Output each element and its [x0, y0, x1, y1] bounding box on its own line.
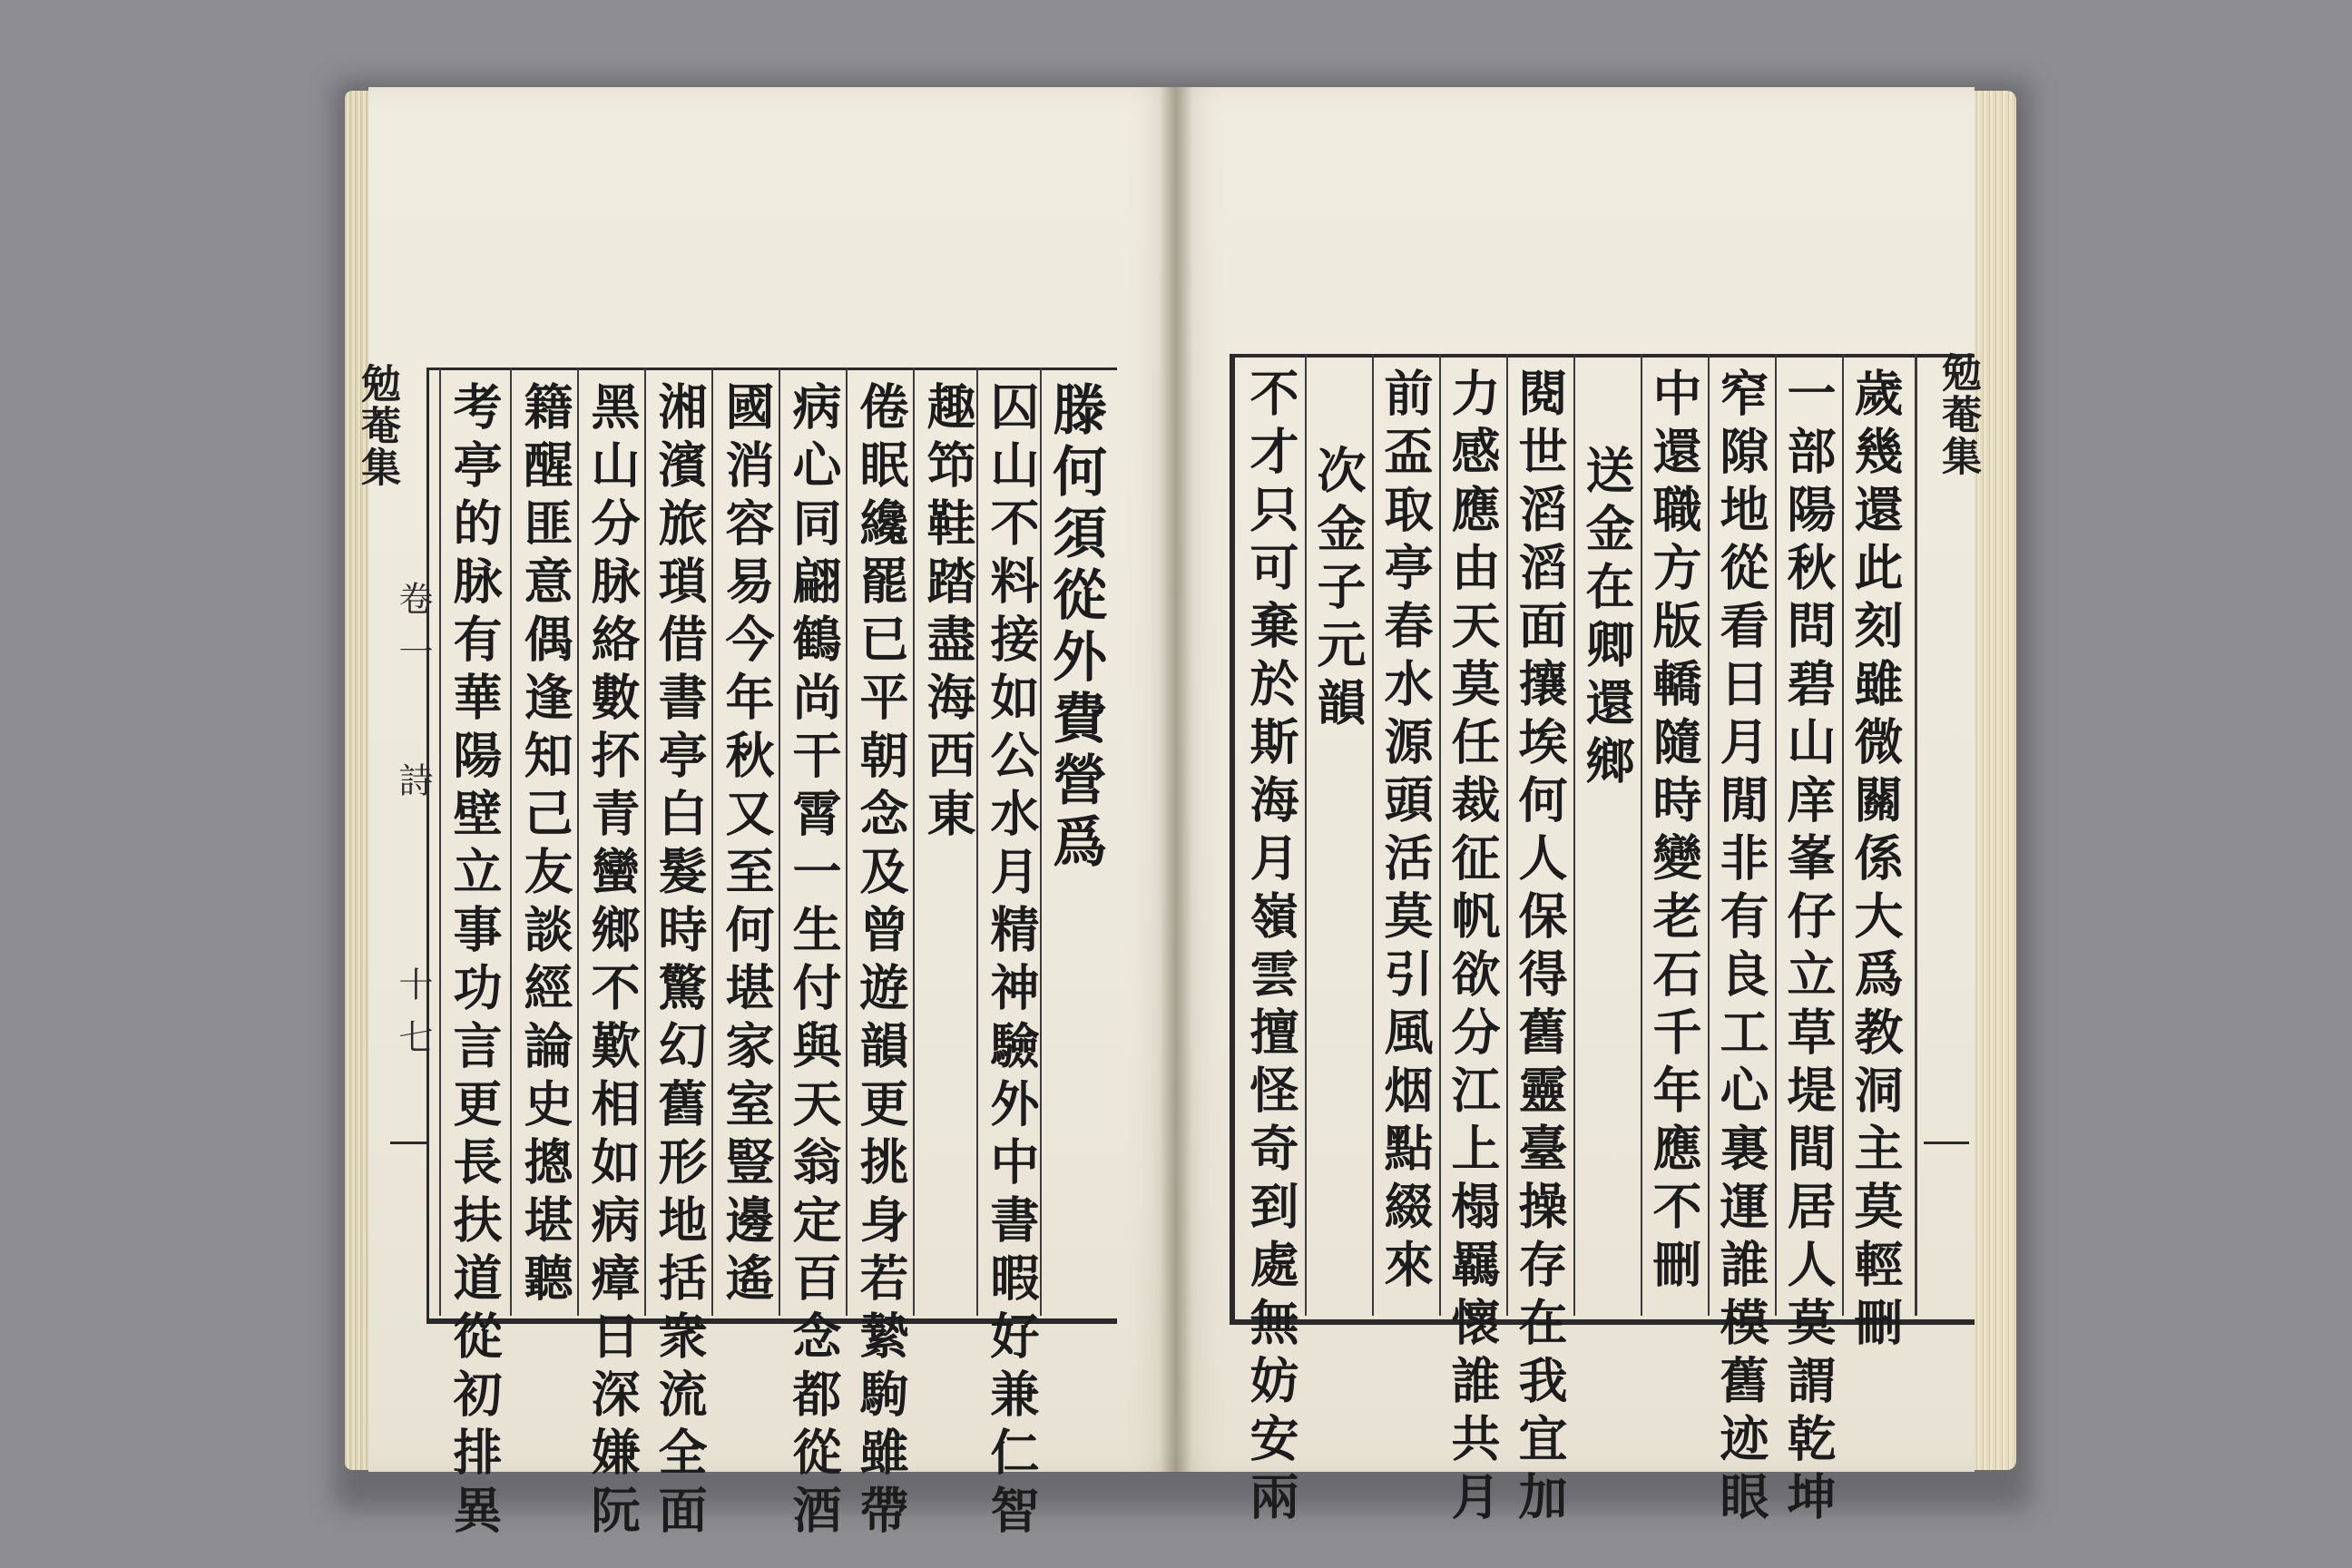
left-center-tick	[390, 1142, 426, 1144]
right-rule	[1915, 354, 1917, 1316]
right-rule	[1372, 354, 1374, 1316]
left-rule	[439, 368, 441, 1316]
left-rule	[711, 368, 713, 1316]
left-col-10: 考亭的脉有華陽壁立事功言更長扶道從初排異	[446, 381, 504, 1543]
book-gutter	[1160, 87, 1192, 1472]
right-rule	[1708, 354, 1710, 1316]
right-col-2: 一部陽秋問碧山庠峯仔立草堤間居人莫謂乾坤	[1779, 368, 1838, 1529]
left-center-page: 十七	[393, 966, 433, 1072]
right-col-7: 力感應由天莫任裁征帆欲分江上榻羈懷誰共月	[1444, 368, 1502, 1529]
left-rule	[577, 368, 579, 1316]
right-col-3: 窄隙地從看日月閒非有良工心裏運誰模舊迹眼	[1712, 368, 1770, 1529]
right-rule	[1775, 354, 1777, 1316]
right-col-10: 不才只可棄於斯海月嶺雲擅怪奇到處無妨安兩	[1242, 368, 1300, 1529]
left-margin-title: 勉菴集	[354, 363, 400, 488]
right-col-8: 前盃取亭春水源頭活莫引風烟點綴來	[1377, 368, 1435, 1297]
left-col-1: 滕何須從外費營爲	[1044, 381, 1107, 875]
left-rule	[976, 368, 978, 1316]
right-col-6: 閱世滔滔面攘埃何人保得舊靈臺操存在我宜加	[1511, 368, 1569, 1529]
right-col-9-heading: 次金子元韻	[1309, 445, 1367, 735]
left-col-3: 趣笻鞋踏盡海西東	[919, 381, 977, 846]
right-rule	[1506, 354, 1508, 1316]
left-rule	[510, 368, 512, 1316]
left-rule	[913, 368, 915, 1316]
left-rule	[846, 368, 848, 1316]
left-col-4: 倦眠纔罷已平朝念及曾遊韻更挑身若縶駒雖帶	[852, 381, 910, 1543]
right-page-edges	[1967, 91, 2016, 1470]
right-margin-title: 勉菴集	[1935, 352, 1981, 477]
left-center-volume: 卷一	[393, 581, 433, 686]
right-rule	[1439, 354, 1441, 1316]
right-center-tick	[1924, 1142, 1969, 1144]
left-rule	[779, 368, 780, 1316]
left-col-7: 湘濱旅瑣借書亭白髮時驚幻舊形地括衆流全面	[651, 381, 709, 1543]
left-center-section: 詩	[393, 762, 433, 815]
right-col-5-heading: 送金在卿還鄉	[1578, 445, 1636, 793]
right-col-1: 歲幾還此刻雖微關係大爲教洞主莫輕刪	[1847, 368, 1905, 1355]
left-col-2: 囚山不料接如公水月精神驗外中書暇好兼仁智	[983, 381, 1041, 1543]
left-col-8: 黑山分脉絡數抔青蠻鄉不歎相如病瘴日深嫌阮	[583, 381, 642, 1543]
left-col-5: 病心同翩鶴尚干霄一生付與天翁定百念都從酒	[785, 381, 843, 1543]
left-rule	[1040, 368, 1042, 1316]
right-rule	[1573, 354, 1575, 1316]
right-rule	[1842, 354, 1844, 1316]
left-col-9: 籍醒匪意偶逢知己友談經論史摠堪聽	[516, 381, 574, 1310]
right-rule	[1641, 354, 1642, 1316]
left-rule	[644, 368, 646, 1316]
left-col-6: 國消容易今年秋又至何堪家室豎邊遙	[718, 381, 776, 1310]
right-rule	[1305, 354, 1307, 1316]
right-col-4: 中還職方版轎隨時變老石千年應不刪	[1645, 368, 1703, 1297]
